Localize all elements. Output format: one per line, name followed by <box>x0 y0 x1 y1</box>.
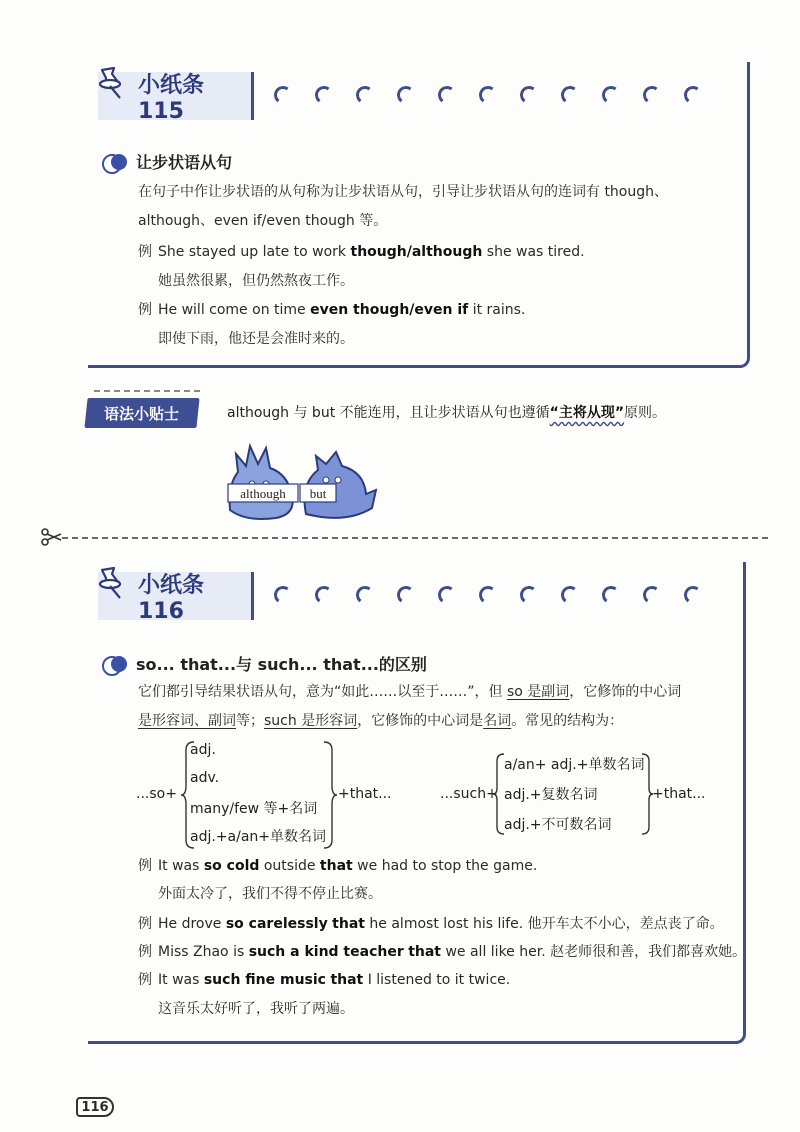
binder-ring-icon <box>519 585 539 605</box>
example-translation: 外面太冷了，我们不得不停止比赛。 <box>158 886 382 902</box>
definition-line: although、even if/even though 等。 <box>138 213 388 229</box>
example-translation: 即使下雨，他还是会准时来的。 <box>158 331 354 347</box>
bullet-dots-icon <box>102 656 128 672</box>
grammar-tip-badge: 语法小贴士 <box>84 398 199 428</box>
binder-ring-icon <box>642 85 662 105</box>
binder-ring-icon <box>355 585 375 605</box>
fighting-monsters-illustration <box>226 434 378 522</box>
card-title-tab <box>98 572 254 624</box>
right-brace-icon <box>322 740 338 850</box>
underlined-term: so 是副词 <box>506 684 570 700</box>
binder-ring-icon <box>478 585 498 605</box>
example-marker: 例 <box>138 244 152 260</box>
binder-ring-icon <box>437 85 457 105</box>
so-structure-suffix: +that... <box>338 786 392 802</box>
example-marker: 例 <box>138 944 152 960</box>
example-sentence: 例 It was such fine music that I listened to it twice. <box>138 972 511 988</box>
tip-dash-decoration <box>94 390 202 392</box>
page-number: 116 <box>76 1097 114 1117</box>
such-structure-item: a/an+ adj.+单数名词 <box>504 757 645 773</box>
card-header <box>88 62 747 124</box>
binder-ring-icon <box>478 85 498 105</box>
example-marker: 例 <box>138 972 152 988</box>
example-marker: 例 <box>138 302 152 318</box>
example-sentence: 例 He drove so carelessly that he almost lost his life. 他开车太不小心，差点丧了命。 <box>138 916 724 932</box>
definition-line: 在句子中作让步状语的从句称为让步状语从句，引导让步状语从句的连词有 though、 <box>138 184 669 200</box>
monster-label-but: but <box>309 486 327 501</box>
binder-ring-icon <box>314 585 334 605</box>
intro-line: 是形容词、副词等；such 是形容词，它修饰的中心词是名词。常见的结构为： <box>138 713 624 729</box>
binder-ring-icon <box>601 85 621 105</box>
tip-emphasis: “主将从现” <box>549 405 625 421</box>
so-structure-item: adj.+a/an+单数名词 <box>190 829 327 845</box>
card-title: 小纸条 116 <box>138 573 205 624</box>
example-translation: 这音乐太好听了，我听了两遍。 <box>158 1001 354 1017</box>
underlined-term: such 是形容词 <box>264 713 358 729</box>
monster-although-icon <box>230 446 293 519</box>
binder-ring-icon <box>355 85 375 105</box>
example-sentence: 例 It was so cold outside that we had to stop the game. <box>138 858 538 874</box>
binder-ring-icon <box>642 585 662 605</box>
so-structure-item: many/few 等+名词 <box>190 801 318 817</box>
definition-paragraph <box>138 178 738 236</box>
binder-rings <box>274 586 702 604</box>
such-structure-prefix: ...such+ <box>440 786 498 802</box>
binder-ring-icon <box>519 85 539 105</box>
so-structure-item: adv. <box>190 770 220 786</box>
intro-paragraph <box>138 678 742 736</box>
conjunction: even though/even if <box>310 302 469 318</box>
card-header <box>88 562 743 624</box>
such-structure-item: adj.+不可数名词 <box>504 817 612 833</box>
conjunction: though/although <box>350 244 483 260</box>
cut-line <box>62 537 768 539</box>
grammar-tip-text: although 与 but 不能连用，且让步状语从句也遵循“主将从现”原则。 <box>227 405 667 421</box>
card-title: 小纸条 115 <box>138 73 205 124</box>
monster-label-although: although <box>240 486 286 501</box>
pushpin-icon <box>94 64 130 100</box>
example-marker: 例 <box>138 916 152 932</box>
binder-ring-icon <box>396 85 416 105</box>
such-structure-item: adj.+复数名词 <box>504 787 598 803</box>
example-sentence: 例 Miss Zhao is such a kind teacher that we all like her. 赵老师很和善，我们都喜欢她。 <box>138 944 747 960</box>
binder-ring-icon <box>437 585 457 605</box>
card-title-tab <box>98 72 254 124</box>
note-card-116 <box>88 562 746 1044</box>
binder-ring-icon <box>560 85 580 105</box>
example-marker: 例 <box>138 858 152 874</box>
example-sentence: 例 He will come on time even though/even if it rains. <box>138 302 526 318</box>
underlined-term: 是形容词、副词 <box>138 713 236 729</box>
section-heading <box>102 652 427 675</box>
underlined-term: 名词 <box>483 713 512 729</box>
binder-ring-icon <box>273 85 293 105</box>
binder-rings <box>274 86 702 104</box>
example-sentence: 例 She stayed up late to work though/although she was tired. <box>138 244 585 260</box>
so-structure-prefix: ...so+ <box>136 786 177 802</box>
binder-ring-icon <box>560 585 580 605</box>
intro-line: 它们都引导结果状语从句，意为“如此……以至于……”，但 so 是副词，它修饰的中心词 <box>138 684 682 700</box>
such-structure-suffix: +that... <box>652 786 706 802</box>
section-heading <box>102 150 232 173</box>
binder-ring-icon <box>601 585 621 605</box>
note-card-115 <box>88 62 750 368</box>
so-structure-item: adj. <box>190 742 216 758</box>
binder-ring-icon <box>273 585 293 605</box>
binder-ring-icon <box>314 85 334 105</box>
section-title: 让步状语从句 <box>136 153 233 172</box>
section-title: so... that...与 such... that...的区别 <box>136 655 427 674</box>
binder-ring-icon <box>683 85 703 105</box>
binder-ring-icon <box>683 585 703 605</box>
scissors-icon <box>40 528 62 546</box>
example-translation: 她虽然很累，但仍然熬夜工作。 <box>158 273 354 289</box>
binder-ring-icon <box>396 585 416 605</box>
bullet-dots-icon <box>102 154 128 170</box>
pushpin-icon <box>94 564 130 600</box>
